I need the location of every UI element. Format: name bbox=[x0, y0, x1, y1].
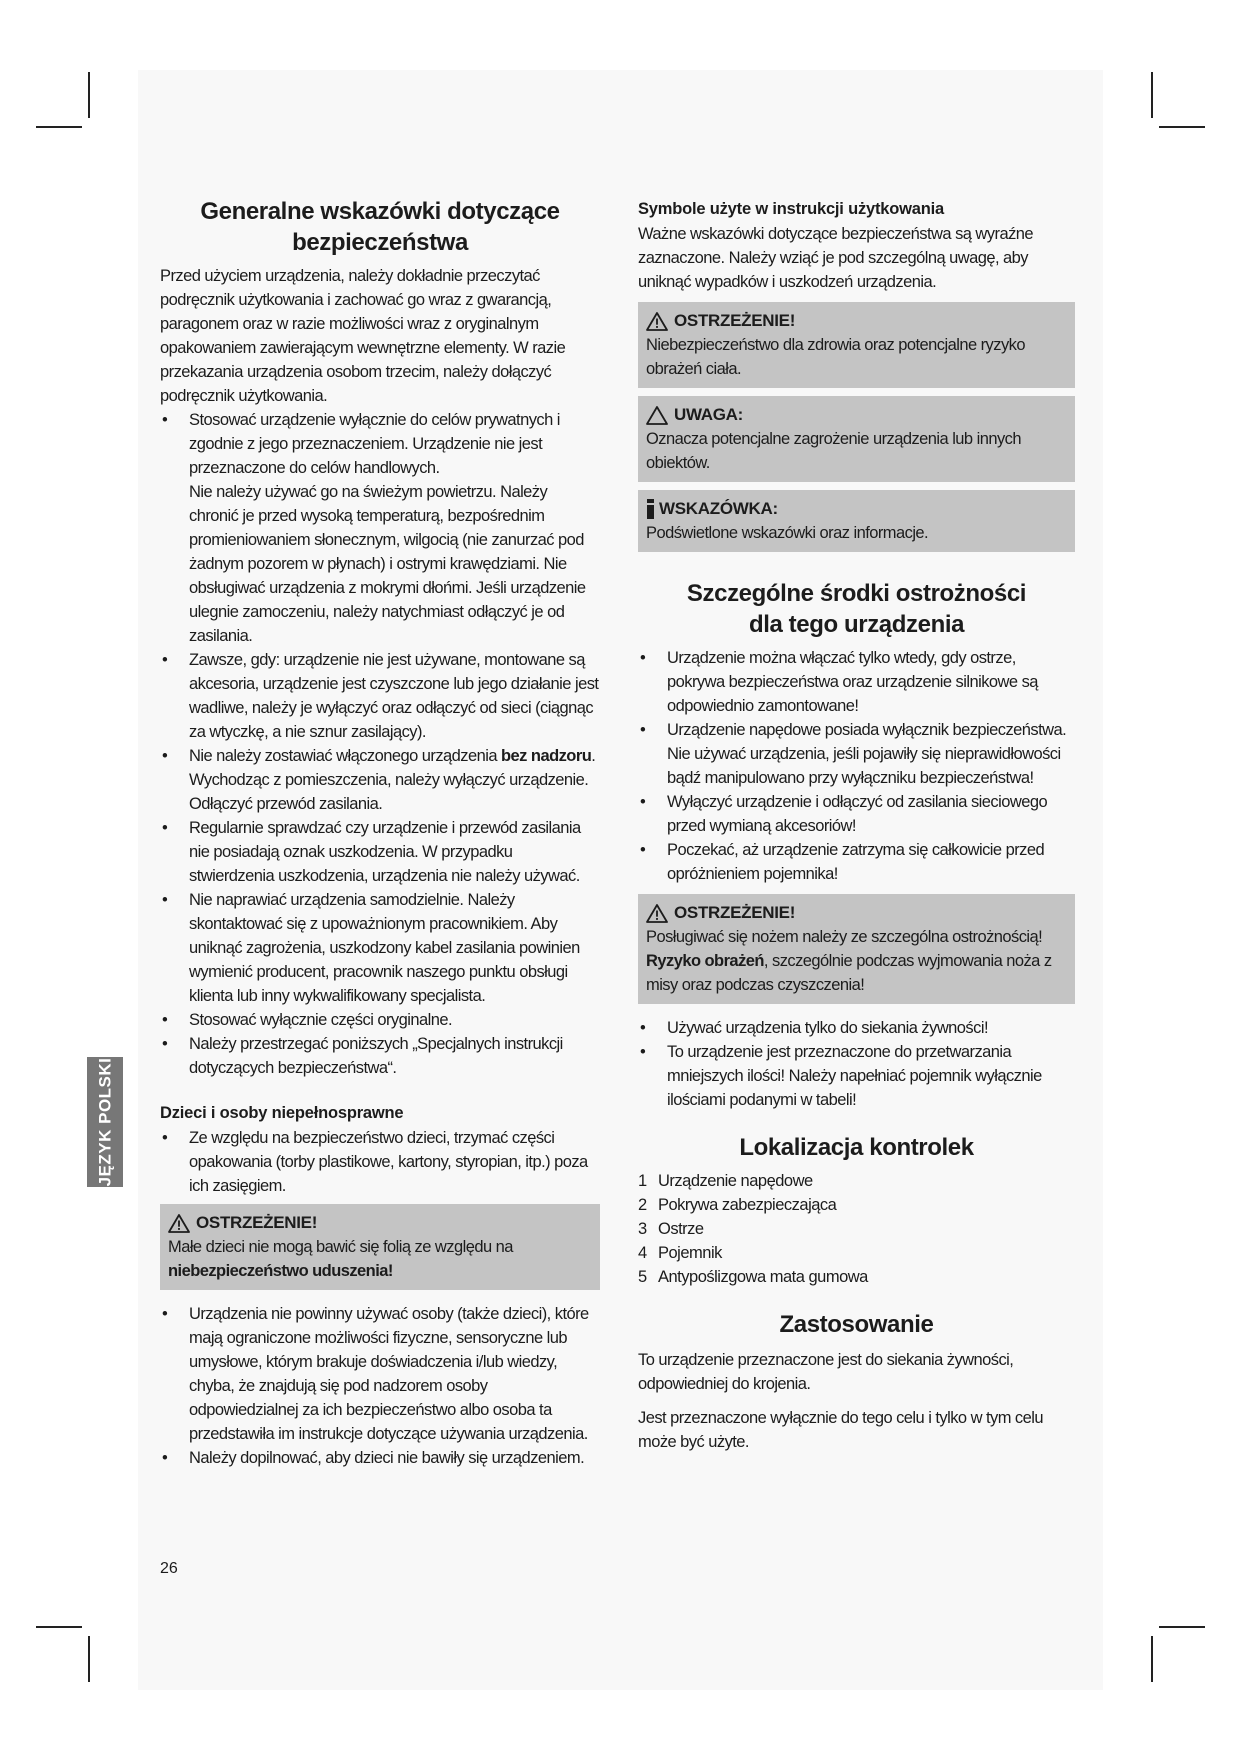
safety-title: Generalne wskazówki dotyczące bezpieczeństwa bbox=[200, 198, 560, 256]
list-item: 3 Ostrze bbox=[638, 1220, 704, 1238]
list-item: 1 Urządzenie napędowe bbox=[638, 1172, 813, 1190]
crop-mark bbox=[1151, 1636, 1153, 1682]
warning-text: Małe dzieci nie mogą bawić się folią ze względu na bbox=[168, 1238, 513, 1256]
caution-box bbox=[638, 396, 1075, 482]
warning-label: OSTRZEŻENIE! bbox=[196, 1213, 318, 1232]
special-title: Szczególne środki ostrożności dla tego urządzenia bbox=[686, 580, 1027, 638]
list-item: 2 Pokrywa zabezpieczająca bbox=[638, 1196, 837, 1214]
caution-triangle-icon bbox=[646, 406, 668, 425]
crop-mark bbox=[36, 1626, 82, 1628]
list-item: • Wyłączyć urządzenie i odłączyć od zasilania sieciowego przed wymianą akcesoriów! bbox=[638, 790, 1075, 838]
usage-title: Zastosowanie bbox=[779, 1311, 934, 1338]
crop-mark bbox=[1159, 1626, 1205, 1628]
warning-text-2: , szczególnie podczas wyjmowania noża z misy oraz podczas czyszczenia! bbox=[646, 952, 1052, 994]
special-bullet-list-2 bbox=[638, 1016, 1075, 1112]
warning-box bbox=[638, 302, 1075, 388]
list-item: • Należy dopilnować, aby dzieci nie bawiły się urządzeniem. bbox=[160, 1446, 600, 1470]
usage-paragraph: To urządzenie przeznaczone jest do siekania żywności, odpowiedniej do krojenia. bbox=[638, 1351, 1014, 1393]
list-item: • Stosować wyłącznie części oryginalne. bbox=[160, 1008, 600, 1032]
list-item: • Urządzenia nie powinny używać osoby (także dzieci), które mają ograniczone możliwości fizyczne, sensoryczne lub umysłowe, którym brakuje doświadczenia i/lub wiedzy, chyba, że znajdują się pod nadzorem osoby odpowiedzialnej za ich bezpieczeństwo albo osoba ta przedstawiła im instrukcje dotyczące używania urządzenia. bbox=[160, 1302, 600, 1446]
warning-bold: Ryzyko obrażeń bbox=[646, 952, 764, 970]
list-item: • Nie naprawiać urządzenia samodzielnie. Należy skontaktować się z upoważnionym pracownikiem. Aby uniknąć zagrożenia, uszkodzony kabel zasilania powinien wymienić producent, pracownik naszego punktu obsługi klienta lub inny wykwalifikowany specjalista. bbox=[160, 888, 600, 1008]
usage-paragraph-2: Jest przeznaczone wyłącznie do tego celu i tylko w tym celu może być użyte. bbox=[638, 1409, 1044, 1451]
children-bullet-list-2 bbox=[160, 1302, 600, 1470]
special-bullet-list bbox=[638, 646, 1075, 886]
list-item: • Zawsze, gdy: urządzenie nie jest używane, montowane są akcesoria, urządzenie jest czyszczone lub jego działanie jest wadliwe, należy je wyłączyć oraz odłączyć od sieci (ciągnąc za wtyczkę, a nie sznur zasilający). bbox=[160, 648, 600, 744]
info-icon bbox=[646, 499, 655, 519]
right-column bbox=[638, 198, 1075, 1454]
safety-bullet-list bbox=[160, 408, 600, 1080]
intro-paragraph: Przed użyciem urządzenia, należy dokładnie przeczytać podręcznik użytkowania i zachować go wraz z gwarancją, paragonem oraz w razie możliwości wraz z oryginalnym opakowaniem zawierającym wewnętrzne elementy. W razie przekazania urządzenia osobom trzecim, należy dołączyć podręcznik użytkowania. bbox=[160, 267, 566, 405]
list-item: • Poczekać, aż urządzenie zatrzyma się całkowicie przed opróżnieniem pojemnika! bbox=[638, 838, 1075, 886]
page-number: 26 bbox=[160, 1560, 178, 1577]
controls-title: Lokalizacja kontrolek bbox=[739, 1134, 974, 1161]
note-box bbox=[638, 490, 1075, 552]
caution-text: Oznacza potencjalne zagrożenie urządzenia lub innych obiektów. bbox=[646, 430, 1021, 472]
note-label: WSKAZÓWKA: bbox=[659, 499, 778, 518]
warning-box bbox=[160, 1204, 600, 1290]
warning-text: Niebezpieczeństwo dla zdrowia oraz potencjalne ryzyko obrażeń ciała. bbox=[646, 336, 1025, 378]
crop-mark bbox=[1159, 126, 1205, 128]
warning-triangle-icon bbox=[646, 904, 668, 923]
list-item: • Nie należy zostawiać włączonego urządzenia bez nadzoru. Wychodząc z pomieszczenia, należy wyłączyć urządzenie. Odłączyć przewód zasilania. bbox=[160, 744, 600, 816]
list-item: 5 Antypoślizgowa mata gumowa bbox=[638, 1268, 868, 1286]
children-heading: Dzieci i osoby niepełnosprawne bbox=[160, 1104, 404, 1122]
list-item: • Urządzenie napędowe posiada wyłącznik bezpieczeństwa. Nie używać urządzenia, jeśli pojawiły się nieprawidłowości bądź manipulowano przy wyłączniku bezpieczeństwa! bbox=[638, 718, 1075, 790]
list-item: • Urządzenie można włączać tylko wtedy, gdy ostrze, pokrywa bezpieczeństwa oraz urządzenie silnikowe są odpowiednio zamontowane! bbox=[638, 646, 1075, 718]
warning-bold: niebezpieczeństwo uduszenia! bbox=[168, 1262, 393, 1280]
children-bullet-list bbox=[160, 1126, 600, 1198]
list-item: • Stosować urządzenie wyłącznie do celów prywatnych i zgodnie z jego przeznaczeniem. Urządzenie nie jest przeznaczone do celów handlowych. Nie należy używać go na świeżym powietrzu. Należy chronić je przed wysoką temperaturą, bezpośrednim promieniowaniem słonecznym, wilgocią (nie zanurzać pod żadnym pozorem w płynach) i ostrymi krawędziami. Nie obsługiwać urządzenia z mokrymi dłońmi. Jeśli urządzenie ulegnie zamoczeniu, należy natychmiast odłączyć je od zasilania. bbox=[160, 408, 600, 648]
warning-triangle-icon bbox=[168, 1214, 190, 1233]
warning-label: OSTRZEŻENIE! bbox=[674, 903, 796, 922]
list-item: 4 Pojemnik bbox=[638, 1244, 722, 1262]
note-text: Podświetlone wskazówki oraz informacje. bbox=[646, 524, 929, 542]
list-item: • Ze względu na bezpieczeństwo dzieci, trzymać części opakowania (torby plastikowe, kartony, styropian, itp.) poza ich zasięgiem. bbox=[160, 1126, 600, 1198]
warning-box bbox=[638, 894, 1075, 1004]
crop-mark bbox=[36, 126, 82, 128]
language-side-tab: JĘZYK POLSKI bbox=[87, 1057, 123, 1187]
crop-mark bbox=[88, 1636, 90, 1682]
symbols-heading: Symbole użyte w instrukcji użytkowania bbox=[638, 200, 944, 218]
left-column bbox=[160, 196, 600, 1470]
list-item: • Używać urządzenia tylko do siekania żywności! bbox=[638, 1016, 1075, 1040]
crop-mark bbox=[88, 72, 90, 118]
controls-list bbox=[638, 1169, 1075, 1289]
symbols-paragraph: Ważne wskazówki dotyczące bezpieczeństwa są wyraźne zaznaczone. Należy wziąć je pod szczególną uwagę, aby uniknąć wypadków i uszkodzeń urządzenia. bbox=[638, 225, 1034, 291]
crop-mark bbox=[1151, 72, 1153, 118]
list-item: • To urządzenie jest przeznaczone do przetwarzania mniejszych ilości! Należy napełniać pojemnik wyłącznie ilościami podanymi w tabeli! bbox=[638, 1040, 1075, 1112]
warning-label: OSTRZEŻENIE! bbox=[674, 311, 796, 330]
list-item: • Należy przestrzegać poniższych „Specjalnych instrukcji dotyczących bezpieczeństwa“. bbox=[160, 1032, 600, 1080]
list-item: • Regularnie sprawdzać czy urządzenie i przewód zasilania nie posiadają oznak uszkodzenia. W przypadku stwierdzenia uszkodzenia, urządzenia nie należy używać. bbox=[160, 816, 600, 888]
warning-triangle-icon bbox=[646, 312, 668, 331]
warning-text: Posługiwać się nożem należy ze szczególna ostrożnością! bbox=[646, 928, 1043, 946]
caution-label: UWAGA: bbox=[674, 405, 744, 424]
